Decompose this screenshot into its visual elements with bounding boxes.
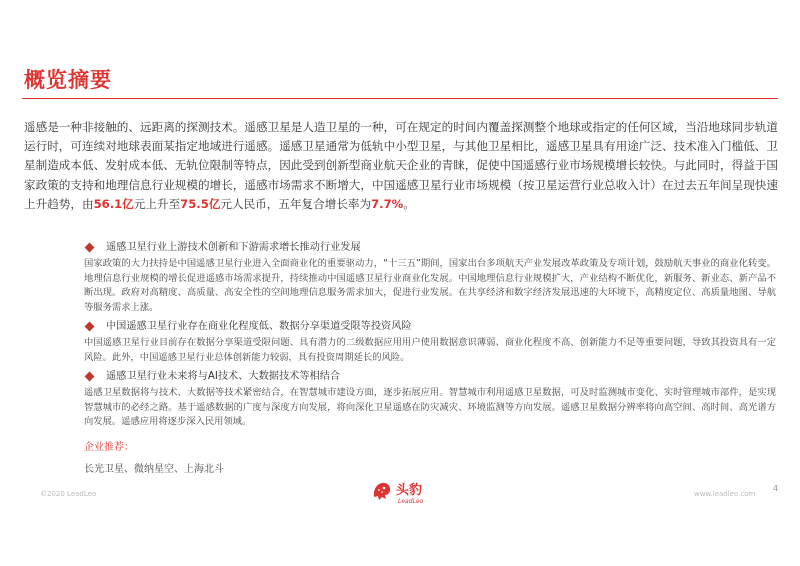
diamond-bullet-icon: [85, 372, 95, 382]
intro-text-2: 元上升至: [133, 196, 181, 211]
intro-paragraph: [24, 118, 778, 214]
section-3-heading-row: [84, 369, 776, 385]
page-title: 概览摘要: [24, 68, 112, 92]
recommend-label: 企业推荐：: [84, 442, 134, 453]
footer-website: www.leadleo.com: [694, 490, 756, 498]
footer-copyright: ©2020 LeadLeo: [40, 490, 97, 498]
intro-value-end: 75.5亿: [180, 196, 221, 211]
logo-text-en: LeadLeo: [398, 498, 424, 505]
intro-value-start: 56.1亿: [93, 196, 134, 211]
section-1-heading-row: [84, 240, 776, 256]
section-1-body: 国家政策的大力扶持是中国遥感卫星行业进入全面商业化的重要驱动力，“十三五”期间，国家出台多项航天产业发展改革政策及专项计划，鼓励航天事业的商业化转变。地理信息行业规模的增长促进遥感市场需求提升，持续推动中国遥感卫星行业商业化发展。中国地理信息行业规模扩大，产业结构不断优化，新服务、新业态、新产品不断出现。政府对高精度、高质量、高安全性的空间地理信息服务需求加大，促进行业发展。在共享经济和数字经济发展迅速的大环境下，高精度定位、高质量地图、导航等服务需求上涨。: [84, 258, 776, 313]
intro-text-4: 。: [403, 196, 415, 211]
diamond-bullet-icon: [85, 322, 95, 332]
section-3-body: 遥感卫星数据将与技术、大数据等技术紧密结合，在智慧城市建设方面，逐步拓展应用。智慧城市利用遥感卫星数据，可及时监测城市变化、实时管理城市部件，是实现智慧城市的必经之路。基于遥感数据的广度与深度方向发展，将向深化卫星遥感在防灾减灾、环境监测等方向发展。遥感卫星数据分辨率将向高空间、高时间、高光谱方向发展。遥感应用将逐步深入民用领域。: [84, 387, 776, 428]
title-divider: [22, 98, 778, 99]
section-3-heading: 遥感卫星行业未来将与AI技术、大数据技术等相结合: [106, 371, 341, 382]
logo-text-cn: 头豹: [396, 483, 423, 498]
recommend-companies: 长光卫星、微纳星空、上海北斗: [84, 464, 224, 475]
intro-text-1: 遥感是一种非接触的、远距离的探测技术。遥感卫星是人造卫星的一种，可在规定的时间内覆盖探测整个地球或指定的任何区域，当沿地球同步轨道运行时，可连续对地球表面某指定地域进行遥感。遥感卫星通常为低轨中小型卫星，与其他卫星相比，遥感卫星具有用途广泛、技术准入门槛低、卫星制造成本低、发射成本低、无轨位限制等特点，因此受到创新型商业航天企业的青睐，促使中国遥感行业市场规模增长较快。与此同时，得益于国家政策的支持和地理信息行业规模的增长，遥感市场需求不断增大，中国遥感卫星行业市场规模（按卫星运营行业总收入计）在过去五年间呈现快速上升趋势，由: [24, 120, 778, 211]
section-2-body: 中国遥感卫星行业目前存在数据分享渠道受限问题、具有潜力的二级数据应用用户使用数据意识薄弱、商业化程度不高、创新能力不足等重要问题，导致其投资具有一定风险。此外，中国遥感卫星行业总体创新能力较弱，具有投资周期延长的风险。: [84, 337, 776, 363]
section-1: [84, 240, 776, 315]
section-1-heading: 遥感卫星行业上游技术创新和下游需求增长推动行业发展: [106, 242, 361, 253]
section-3: [84, 369, 776, 430]
intro-cagr: 7.7%: [371, 196, 404, 211]
section-2-heading: 中国遥感卫星行业存在商业化程度低、数据分享渠道受限等投资风险: [106, 321, 412, 332]
leopard-head-icon: [370, 479, 394, 503]
section-2-heading-row: [84, 319, 776, 335]
intro-text-3: 元人民币，五年复合增长率为: [220, 196, 372, 211]
section-2: [84, 319, 776, 365]
leadleo-logo: [370, 476, 440, 510]
page-number: 4: [773, 484, 779, 493]
diamond-bullet-icon: [85, 243, 95, 253]
